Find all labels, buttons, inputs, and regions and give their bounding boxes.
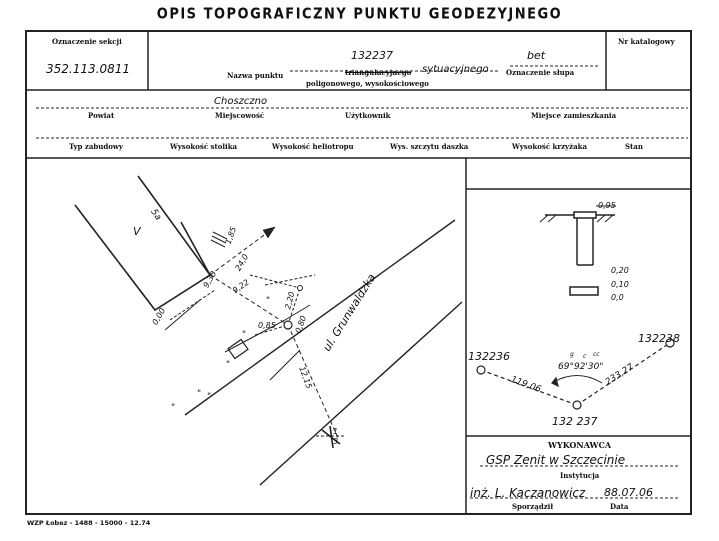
depth-0-10: 0,10	[611, 280, 629, 289]
miejscowosc-label: Miejscowość	[215, 111, 265, 120]
angle-value: 69°92'30"	[558, 362, 604, 372]
dist-119-06: 119,06	[509, 374, 543, 396]
depth-0-95: 0,95	[598, 201, 616, 210]
building-number: 5a	[148, 207, 163, 223]
building-label: V	[133, 225, 141, 238]
marker-denominator: 3	[333, 437, 339, 446]
point-132236: 132236	[468, 350, 510, 363]
typ-zabudowy-label: Typ zabudowy	[69, 142, 123, 151]
angle-unit-g: g	[570, 351, 574, 358]
ditto-mark: "	[171, 403, 176, 413]
wys-heliotropu-label: Wysokość heliotropu	[272, 142, 354, 151]
stan-label: Stan	[625, 142, 643, 151]
angle-unit-c: c	[583, 353, 587, 360]
ditto-mark: "	[226, 360, 231, 370]
dist-9-22: 9,22	[231, 277, 251, 296]
angle-unit-cc: cc	[593, 351, 600, 358]
date-label: Data	[610, 502, 629, 511]
depth-0-20: 0,20	[611, 266, 629, 275]
wys-krzyzaka-label: Wysokość krzyżaka	[512, 142, 588, 151]
dist-9-30: 9,30	[201, 269, 219, 290]
print-footer: WZP Łobez - 1488 - 15000 - 12.74	[27, 519, 151, 527]
dist-233-27: 233,27	[603, 362, 636, 388]
section-value: 352.113.0811	[46, 62, 130, 76]
dist-0-80: 0,80	[293, 314, 309, 335]
point-number: 132237	[351, 49, 393, 62]
dist-12-15: 12,15	[297, 365, 314, 390]
section-label: Oznaczenie sekcji	[52, 37, 122, 46]
dist-1-85: 1,85	[223, 225, 239, 246]
type-struck: triangulacyjnego	[345, 68, 412, 77]
depth-0-0: 0,0	[611, 293, 624, 302]
uzytkownik-label: Użytkownik	[345, 111, 391, 120]
post-label: Oznaczenie słupa	[506, 68, 575, 77]
author-label: Sporządził	[512, 502, 554, 511]
ditto-mark: "	[242, 330, 247, 340]
marker-numerator: 1	[333, 427, 339, 436]
institution-label: Instytucja	[560, 471, 600, 480]
dist-0-00: 0,00	[150, 306, 168, 327]
type-sub: poligonowego, wysokościowego	[306, 79, 429, 88]
location-sketch	[75, 176, 462, 485]
street-name: ul. Grunwaldzka	[320, 271, 379, 354]
powiat-label: Powiat	[88, 111, 115, 120]
catalog-label: Nr katalogowy	[618, 37, 675, 46]
point-132238: 132238	[638, 332, 680, 345]
dist-0-85: 0,85	[258, 321, 276, 330]
executor-value: GSP Zenit w Szczecinie	[486, 453, 626, 467]
monument-cross-section	[540, 206, 616, 295]
wys-daszka-label: Wys. szczytu daszka	[390, 142, 469, 151]
point-132237: 132 237	[552, 415, 598, 428]
executor-label: WYKONAWCA	[548, 440, 612, 450]
author-name: inż. L. Kaczanowicz	[470, 486, 586, 500]
miejsce-label: Miejsce zamieszkania	[531, 111, 617, 120]
dist-24-0: 24,0	[233, 252, 251, 273]
type-written: sytuacyjnego	[422, 64, 489, 75]
ditto-mark: "	[266, 296, 271, 306]
place-value: Choszczno	[214, 96, 268, 107]
dist-2-20: 2,20	[283, 290, 297, 311]
ditto-mark: "	[197, 389, 202, 399]
author-date: 88.07.06	[604, 486, 653, 499]
name-label: Nazwa punktu	[227, 71, 284, 80]
ditto-mark: "	[207, 392, 212, 402]
document-title: OPIS TOPOGRAFICZNY PUNKTU GEODEZYJNEGO	[156, 5, 563, 24]
wys-stolika-label: Wysokość stolika	[170, 142, 238, 151]
point-suffix: bet	[527, 49, 546, 62]
